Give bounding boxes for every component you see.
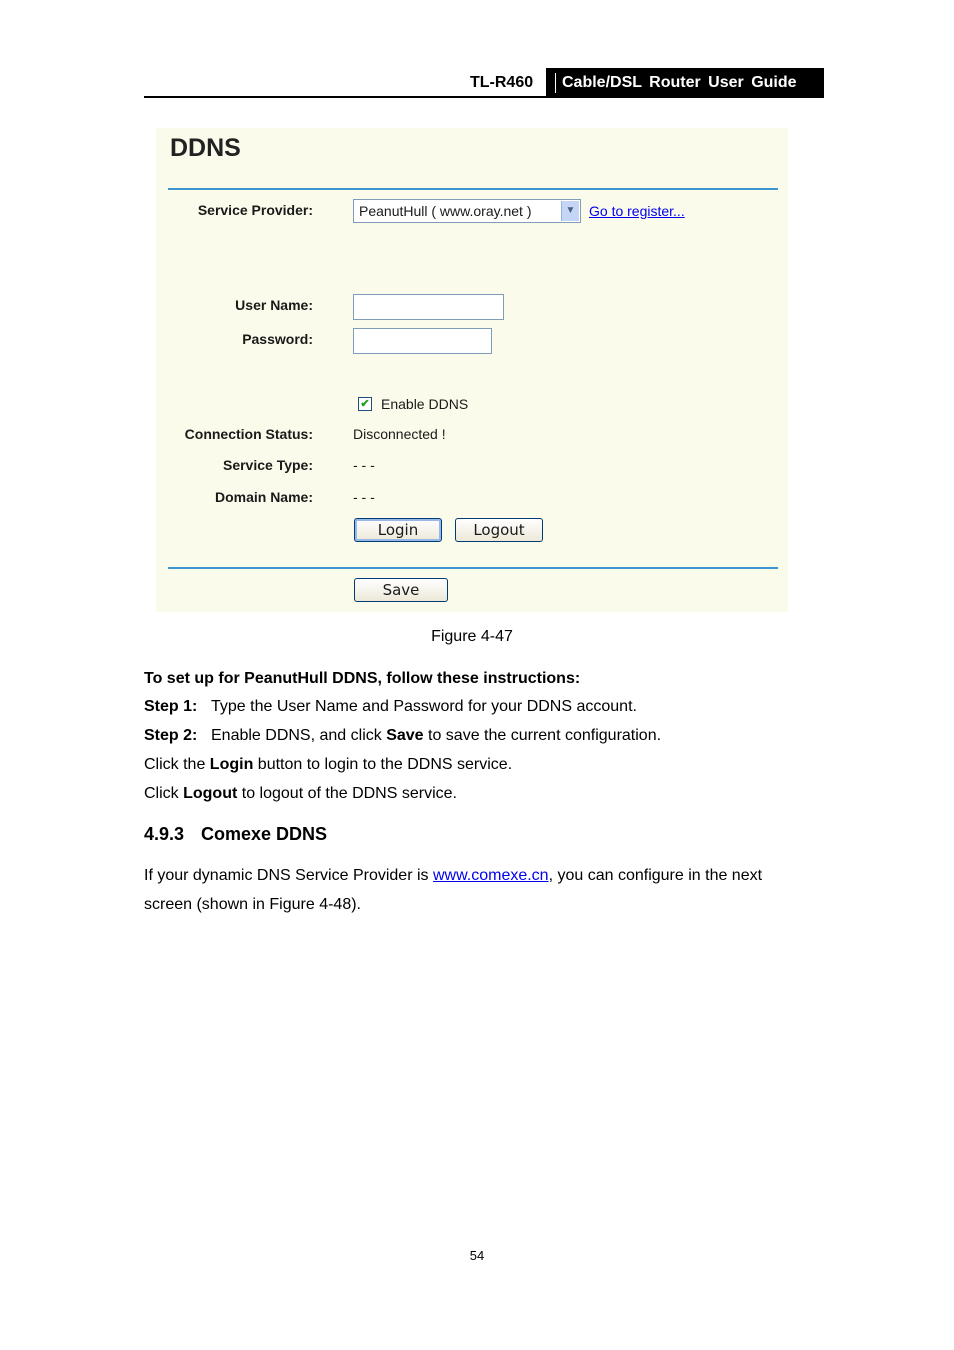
step-2	[144, 727, 661, 745]
login-button[interactable]: Login	[354, 518, 442, 542]
panel-title: DDNS	[170, 134, 241, 162]
service-type-value: - - -	[353, 457, 375, 473]
header-rule	[144, 96, 824, 98]
header-title-bar	[546, 68, 824, 98]
login-instruction	[144, 756, 512, 774]
header-model: TL-R460	[470, 74, 534, 91]
chevron-down-icon[interactable]: ▼	[561, 201, 579, 221]
enable-ddns-checkbox[interactable]	[358, 397, 372, 411]
domain-name-value: - - -	[353, 489, 375, 505]
step-2-text-end: to save the current configuration.	[423, 727, 662, 744]
section-paragraph-line-2: screen (shown in Figure 4-48).	[144, 896, 361, 913]
figure-caption: Figure 4-47	[431, 628, 513, 645]
service-type-label: Service Type:	[222, 457, 313, 473]
header-separator	[555, 73, 556, 93]
login-instruction-pre: Click the	[144, 756, 210, 773]
logout-instruction	[144, 785, 457, 803]
logout-instruction-post: to logout of the DDNS service.	[237, 785, 457, 802]
login-keyword: Login	[209, 756, 254, 773]
domain-name-label: Domain Name:	[214, 489, 313, 505]
save-button[interactable]: Save	[354, 578, 448, 602]
password-input[interactable]	[353, 328, 492, 354]
checkmark-icon: ✔	[360, 398, 370, 410]
logout-instruction-pre: Click	[144, 785, 184, 802]
step-1-text: Type the User Name and Password for your DDNS account.	[211, 698, 637, 715]
section-number: 4.9.3	[144, 824, 185, 844]
step-2-save-keyword: Save	[386, 727, 424, 744]
enable-ddns-label: Enable DDNS	[381, 396, 469, 412]
step-1	[144, 698, 637, 716]
step-2-label: Step 2:	[144, 727, 198, 744]
section-title: Comexe DDNS	[201, 824, 328, 844]
service-provider-label: Service Provider:	[197, 202, 313, 218]
step-1-label: Step 1:	[144, 698, 198, 715]
password-label: Password:	[242, 331, 313, 347]
logout-button[interactable]: Logout	[455, 518, 543, 542]
ddns-settings-panel	[156, 128, 788, 612]
logout-keyword: Logout	[183, 785, 238, 802]
connection-status-value: Disconnected !	[353, 426, 446, 442]
step-2-text: Enable DDNS, and click	[211, 727, 387, 744]
page-number: 54	[469, 1248, 485, 1263]
bottom-divider	[168, 567, 778, 569]
service-provider-select[interactable]	[353, 199, 581, 223]
section-heading	[144, 824, 327, 845]
top-divider	[168, 188, 778, 190]
connection-status-label: Connection Status:	[184, 426, 313, 442]
register-link[interactable]: Go to register...	[589, 203, 685, 219]
username-label: User Name:	[235, 297, 313, 313]
section-text-post: , you can configure in the next	[548, 867, 763, 884]
instructions-heading: To set up for PeanutHull DDNS, follow these instructions:	[144, 670, 581, 687]
username-input[interactable]	[353, 294, 504, 320]
service-provider-value: PeanutHull ( www.oray.net )	[359, 203, 532, 219]
login-instruction-post: button to login to the DDNS service.	[253, 756, 513, 773]
section-text-pre: If your dynamic DNS Service Provider is	[144, 867, 433, 884]
comexe-link[interactable]: www.comexe.cn	[432, 867, 549, 884]
header-guide-title: Cable/DSL Router User Guide	[562, 74, 797, 91]
section-paragraph-line-1	[144, 867, 762, 885]
